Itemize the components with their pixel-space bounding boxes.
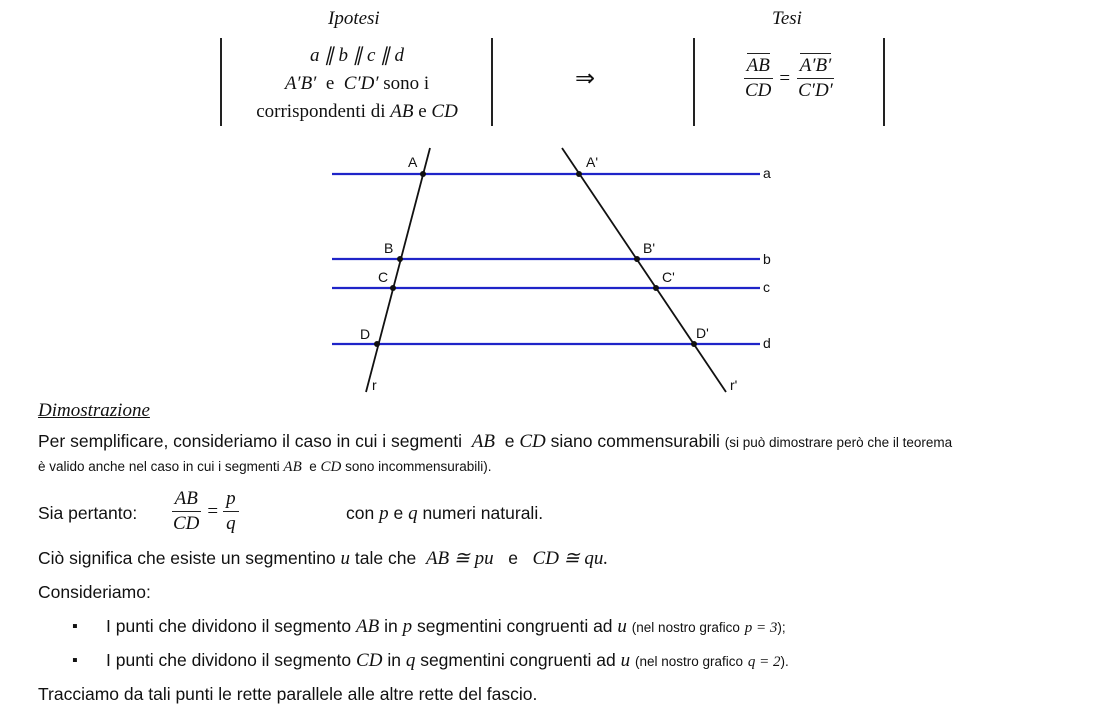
sia-den2: q [226, 513, 236, 534]
label-d-prime: D' [696, 325, 709, 341]
p2-e: e [309, 459, 317, 474]
and-text: e [418, 101, 427, 122]
b2-u: u [620, 650, 631, 671]
point-c [390, 285, 396, 291]
label-r-prime: r' [730, 377, 738, 393]
bullet-2 [106, 650, 789, 672]
thesis-title: Tesi [772, 8, 802, 29]
b1-eqn: p = 3 [744, 620, 778, 636]
b1-var: p [402, 616, 413, 637]
label-a-prime: A' [586, 154, 599, 170]
con-rest: numeri naturali. [422, 503, 544, 523]
b2-in: in [387, 650, 401, 670]
p1-text-b: siano commensurabili [550, 431, 720, 451]
cio-text-b: tale che [354, 548, 417, 568]
hyp-rest: sono i [383, 73, 430, 94]
and-text: e [325, 73, 335, 94]
thesis-num2: A′B′ [799, 55, 832, 76]
p2-cd: CD [320, 459, 342, 475]
cio-eq2: CD ≅ qu. [532, 548, 609, 569]
p1-small: (si può dimostrare però che il teorema [724, 435, 953, 450]
thesis-den2: C′D′ [798, 80, 833, 101]
proof-paragraph-1-cont [38, 459, 491, 476]
con-e: e [393, 503, 404, 523]
b1-in: in [384, 616, 398, 636]
label-line-a: a [763, 165, 771, 181]
con-p: p [379, 503, 389, 524]
cio-text-a: Ciò significa che esiste un segmentino [38, 548, 336, 568]
consideriamo: Consideriamo: [38, 582, 151, 602]
cio-eq1: AB ≅ pu [425, 548, 494, 569]
sia-label: Sia pertanto: [38, 503, 138, 523]
b2-small: (nel nostro grafico [634, 654, 744, 669]
label-c: C [378, 269, 389, 285]
point-a [420, 171, 426, 177]
point-b [397, 256, 403, 262]
label-b: B [384, 240, 394, 256]
sia-num2: p [223, 487, 239, 512]
sia-fraction-left [170, 487, 202, 536]
proof-paragraph-1 [38, 431, 952, 453]
con-q: q [408, 503, 418, 524]
p2-small-a: è valido anche nel caso in cui i segmenti [38, 459, 280, 474]
p1-cd: CD [519, 431, 546, 452]
p1-ab: AB [471, 431, 496, 452]
transversal-r [366, 148, 430, 392]
hypothesis-title: Ipotesi [328, 8, 380, 29]
b1-seg: AB [356, 616, 380, 637]
point-c-prime [653, 285, 659, 291]
b2-end: ). [780, 654, 789, 669]
thesis-num1: AB [746, 55, 770, 76]
b1-b: segmentini congruenti ad [417, 616, 613, 636]
cio-e: e [508, 548, 518, 568]
bullet-1-marker: ▪ [72, 618, 78, 635]
sia-eq: = [207, 500, 219, 522]
b2-b: segmentini congruenti ad [420, 650, 616, 670]
bullet-1 [106, 616, 786, 638]
p2-ab: AB [283, 459, 302, 475]
label-line-c: c [763, 279, 770, 295]
label-r: r [372, 377, 377, 393]
point-b-prime [634, 256, 640, 262]
hypothesis-parallel-lines: a ∥ b ∥ c ∥ d [310, 45, 404, 66]
segment-cd: CD [431, 101, 458, 122]
label-c-prime: C' [662, 269, 675, 285]
hyp-corr: corrispondenti di [256, 101, 386, 122]
b1-small: (nel nostro grafico [631, 620, 740, 635]
thesis-eq: = [779, 67, 791, 89]
sia-fraction-right [223, 487, 239, 536]
label-b-prime: B' [643, 240, 656, 256]
proof-title: Dimostrazione [38, 400, 150, 421]
cio-u: u [340, 548, 351, 569]
point-d-prime [691, 341, 697, 347]
label-d: D [360, 326, 371, 342]
b1-u: u [617, 616, 627, 637]
b2-a: I punti che dividono il segmento [106, 650, 352, 670]
b2-var: q [405, 650, 416, 671]
transversal-r-prime [562, 148, 726, 392]
b1-a: I punti che dividono il segmento [106, 616, 352, 636]
sia-formula [170, 487, 239, 536]
implies-arrow-icon: ⇒ [575, 64, 596, 92]
cio-line [38, 547, 608, 570]
p1-e: e [504, 431, 515, 451]
con-label: con [346, 503, 375, 523]
segment-apbp: A′B′ [284, 73, 317, 94]
label-a: A [408, 154, 418, 170]
b1-end: ); [777, 620, 786, 635]
label-line-b: b [763, 251, 771, 267]
sia-num1: AB [172, 487, 201, 512]
p1-text-a: Per semplificare, consideriamo il caso in cui i segmenti [38, 431, 463, 451]
final-sentence: Tracciamo da tali punti le rette parallele alle altre rette del fascio. [38, 684, 538, 704]
con-text [346, 503, 543, 525]
point-d [374, 341, 380, 347]
label-line-d: d [763, 335, 771, 351]
p2-small-b: sono incommensurabili). [345, 459, 492, 474]
segment-cpdp: C′D′ [343, 73, 379, 94]
point-a-prime [576, 171, 582, 177]
b2-eqn: q = 2 [747, 654, 781, 670]
sia-den1: CD [173, 513, 200, 534]
segment-ab: AB [390, 101, 414, 122]
thesis-den1: CD [745, 80, 772, 101]
b2-seg: CD [356, 650, 383, 671]
bullet-2-marker: ▪ [72, 652, 78, 669]
